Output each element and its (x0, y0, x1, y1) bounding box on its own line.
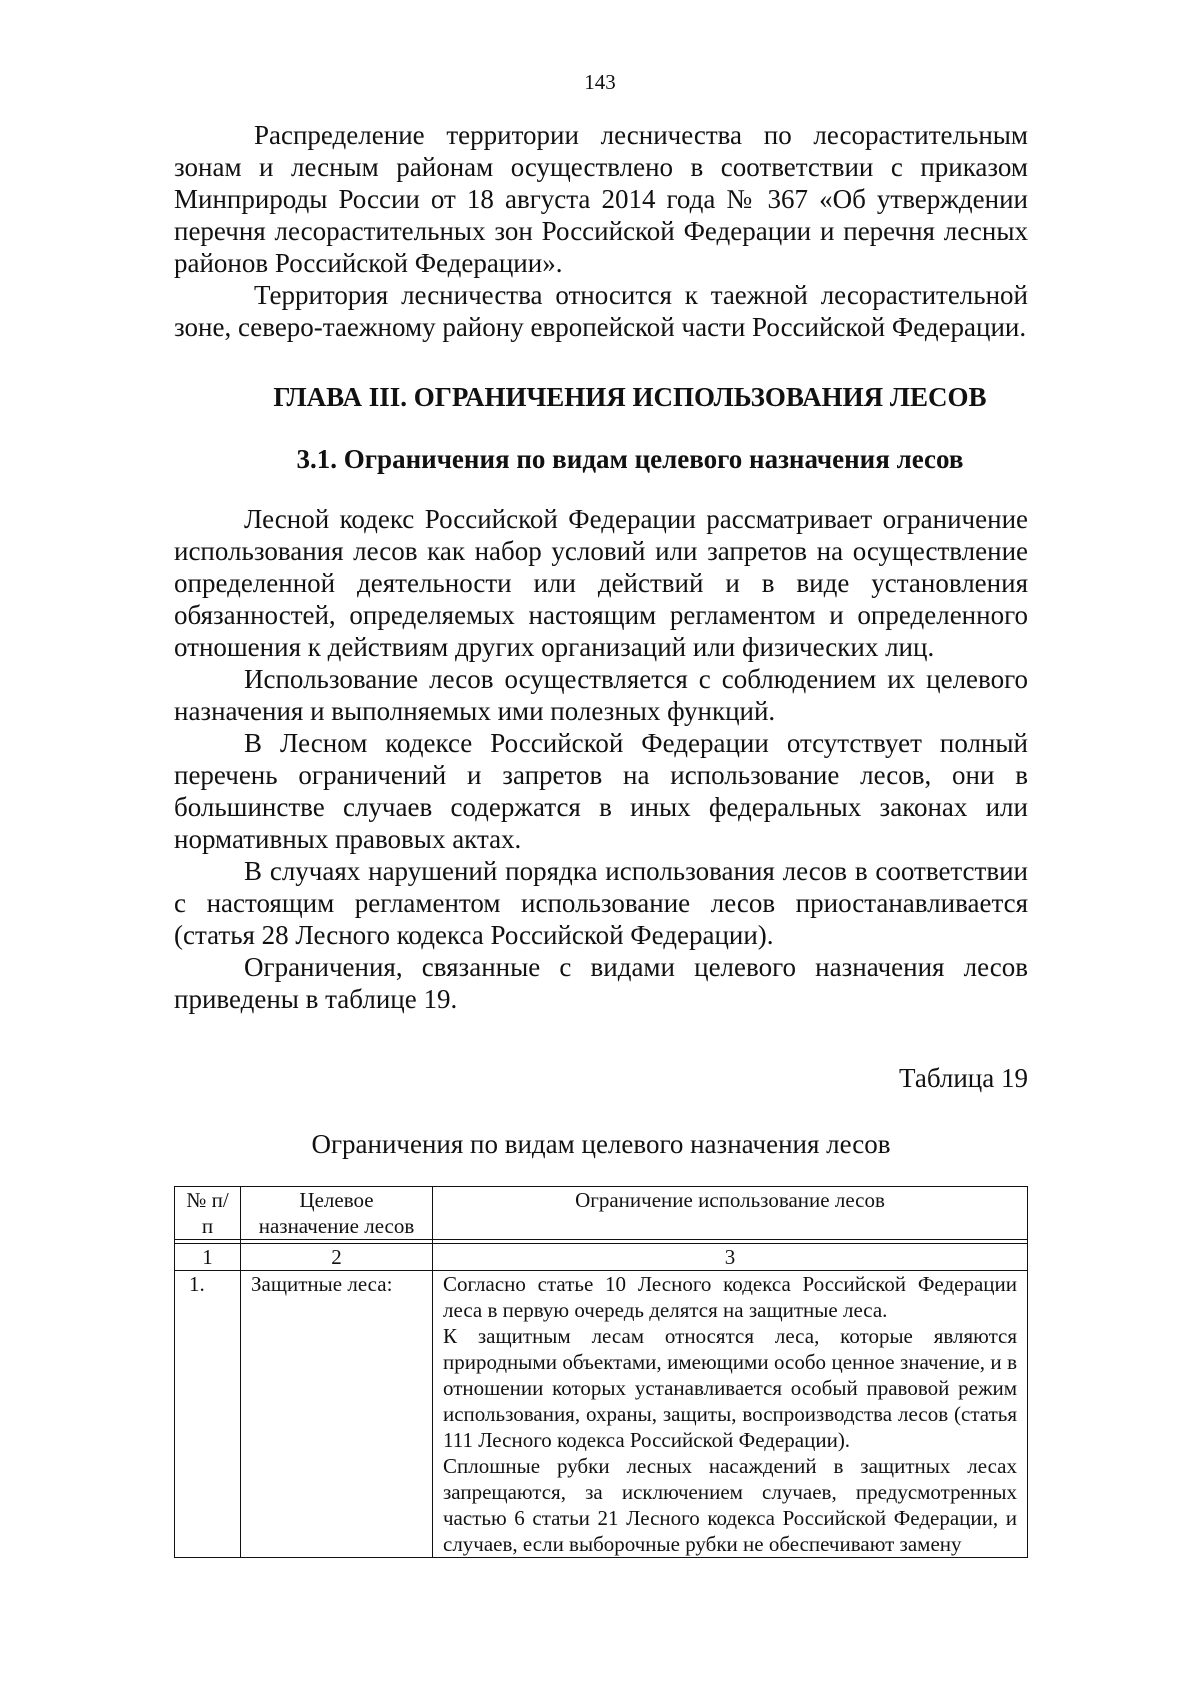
table-number: Таблица 19 (899, 1063, 1028, 1093)
column-number: 3 (433, 1244, 1028, 1271)
section-paragraph: Использование лесов осуществляется с соблюдением их целевого назначения и выполняемых ими полезных функций. (174, 664, 1028, 726)
chapter-heading: ГЛАВА III. ОГРАНИЧЕНИЯ ИСПОЛЬЗОВАНИЯ ЛЕСОВ (273, 382, 987, 412)
restriction-paragraph: Согласно статье 10 Лесного кодекса Российской Федерации леса в первую очередь делятся на защитные леса. (443, 1272, 1017, 1322)
section-paragraph: Лесной кодекс Российской Федерации рассматривает ограничение использования лесов как набор условий или запретов на осуществление определенной деятельности или действий и в виде установления обязанностей, определяемых настоящим регламентом и определенного отношения к действиям других организаций или физических лиц. (174, 504, 1028, 662)
header-purpose: Целевое назначение лесов (241, 1187, 433, 1240)
restriction-paragraph: Сплошные рубки лесных насаждений в защитных лесах запрещаются, за исключением случаев, предусмотренных частью 6 статьи 21 Лесного кодекса Российской Федерации, и случаев, если выборочные рубки не обеспечивают замену (443, 1454, 1017, 1556)
section-heading: 3.1. Ограничения по видам целевого назначения лесов (296, 444, 964, 474)
row-purpose: Защитные леса: (241, 1271, 433, 1558)
section-paragraph: Ограничения, связанные с видами целевого назначения лесов приведены в таблице 19. (174, 952, 1028, 1014)
table-title: Ограничения по видам целевого назначения лесов (311, 1129, 891, 1159)
header-restriction: Ограничение использование лесов (433, 1187, 1028, 1240)
section-paragraph: В Лесном кодексе Российской Федерации отсутствует полный перечень ограничений и запретов на использование лесов, они в большинстве случаев содержатся в иных федеральных законах или нормативных правовых актах. (174, 728, 1028, 854)
section-paragraph: В случаях нарушений порядка использования лесов в соответствии с настоящим регламентом использование лесов приостанавливается (статья 28 Лесного кодекса Российской Федерации). (174, 856, 1028, 950)
intro-paragraph: Распределение территории лесничества по лесорастительным зонам и лесным районам осуществлено в соответствии с приказом Минприроды России от 18 августа 2014 года № 367 «Об утверждении перечня лесорастительных зон Российской Федерации и перечня лесных районов Российской Федерации». (174, 120, 1028, 278)
table-column-numbers-row (175, 1244, 1028, 1271)
table-header-row (175, 1187, 1028, 1240)
column-number: 2 (241, 1244, 433, 1271)
column-number: 1 (175, 1244, 241, 1271)
page-number: 143 (584, 70, 616, 94)
table-row (175, 1271, 1028, 1558)
row-restriction (433, 1271, 1028, 1558)
intro-paragraph: Территория лесничества относится к таежной лесорастительной зоне, северо-таежному району европейской части Российской Федерации. (174, 280, 1028, 342)
section-text (174, 503, 1028, 1015)
row-number: 1. (175, 1271, 241, 1558)
document-body (174, 119, 1028, 1558)
restriction-paragraph: К защитным лесам относятся леса, которые являются природными объектами, имеющими особо ценное значение, и в отношении которых устанавливается особый правовой режим использования, охраны, защиты, воспроизводства лесов (статья 111 Лесного кодекса Российской Федерации). (443, 1324, 1017, 1452)
header-number: № п/п (175, 1187, 241, 1240)
restrictions-table (174, 1186, 1028, 1558)
